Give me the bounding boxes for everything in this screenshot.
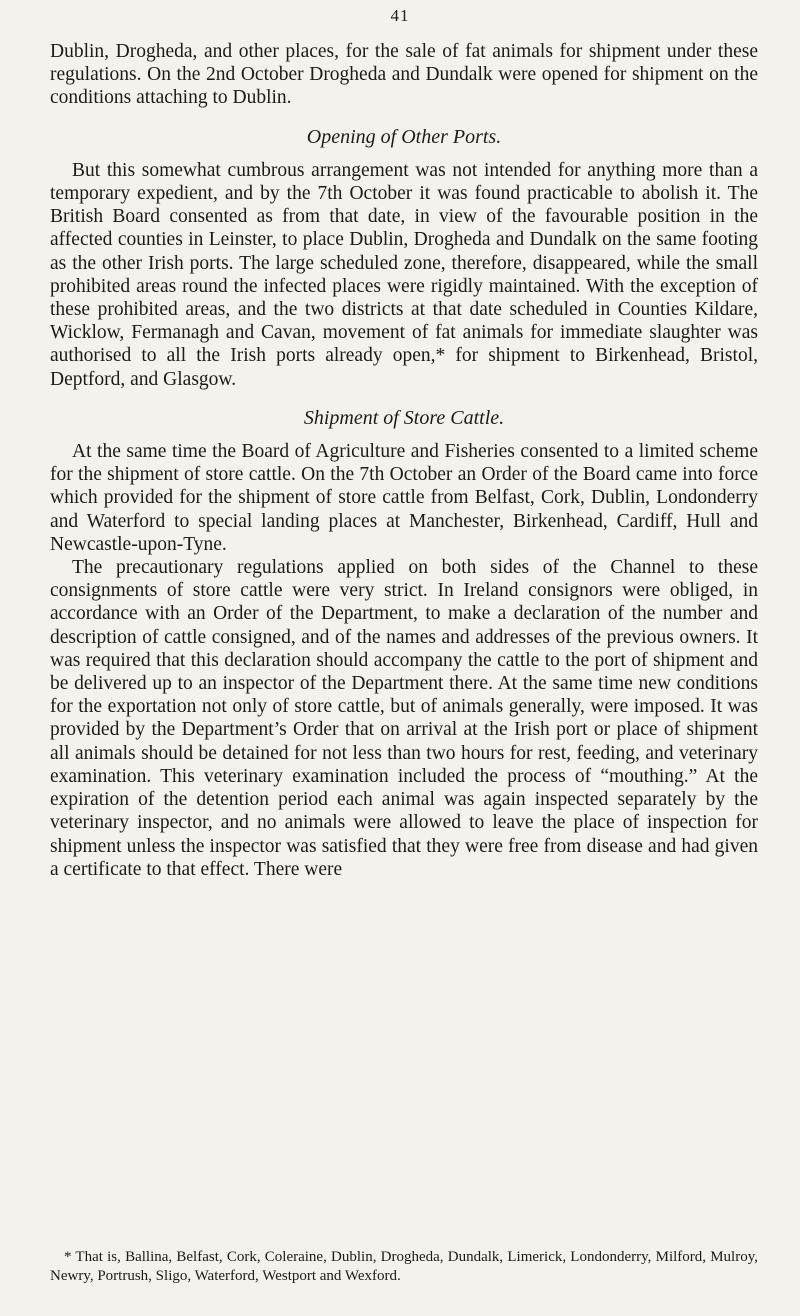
section-heading-shipment-of-store-cattle: Shipment of Store Cattle. (303, 406, 505, 429)
page-number: 41 (390, 6, 410, 25)
paragraph-precautionary-regulations: The precautionary regulations applied on both sides of the Channel to these consignments of store cattle were very strict. In Ireland consignors were obliged, in accordance with an Order of the Department, to make a declaration of the number and description of cattle consigned, and of the names and addresses of the previous owners. It was required that this declaration should accompany the cattle to the port of shipment and be delivered up to an inspector of the Department there. At the same time new conditions for the exportation not only of store cattle, but of animals generally, were imposed. It was provided by the Department’s Order that on arrival at the Irish port or place of shipment all animals should be detained for not less than two hours for rest, feeding, and veterinary examination. This veterinary examination included the process of “mouthing.” At the expiration of the detention period each animal was again inspected separately by the veterinary inspector, and no animals were allowed to leave the place of inspection for shipment unless the inspector was satisfied that they were free from disease and had given a certificate to that effect. There were (50, 557, 758, 880)
paragraph-opening-of-other-ports: But this somewhat cumbrous arrangement was not intended for anything more than a temporary expedient, and by the 7th October it was found practicable to abolish it. The British Board consented as from that date, in view of the favourable position in the affected counties in Leinster, to place Dublin, Drogheda and Dundalk on the same footing as the other Irish ports. The large scheduled zone, therefore, disappeared, while the small prohibited areas round the infected places were rigidly maintained. With the exception of these prohibited areas, and the two districts at that date scheduled in Counties Kildare, Wicklow, Fermanagh and Cavan, movement of fat animals for immediate slaughter was authorised to all the Irish ports already open,* for shipment to Birkenhead, Bristol, Deptford, and Glasgow. (50, 159, 758, 390)
footnote: * That is, Ballina, Belfast, Cork, Coleraine, Dublin, Drogheda, Dundalk, Limerick, Londonderry, Milford, Mulroy, Newry, Portrush, Sligo, Waterford, Westport and Wexford. (50, 1249, 758, 1284)
paragraph-continuation: Dublin, Drogheda, and other places, for the sale of fat animals for shipment under these regulations. On the 2nd October Drogheda and Dundalk were opened for shipment on the conditions attaching to Dublin. (50, 41, 758, 109)
section-heading-opening-of-other-ports: Opening of Other Ports. (306, 125, 502, 148)
main-text (50, 40, 758, 881)
paragraph-store-cattle-scheme: At the same time the Board of Agriculture and Fisheries consented to a limited scheme for the shipment of store cattle. On the 7th October an Order of the Board came into force which provided for the shipment of store cattle from Belfast, Cork, Dublin, Londonderry and Waterford to special landing places at Manchester, Birkenhead, Cardiff, Hull and Newcastle-upon-Tyne. (50, 441, 758, 555)
